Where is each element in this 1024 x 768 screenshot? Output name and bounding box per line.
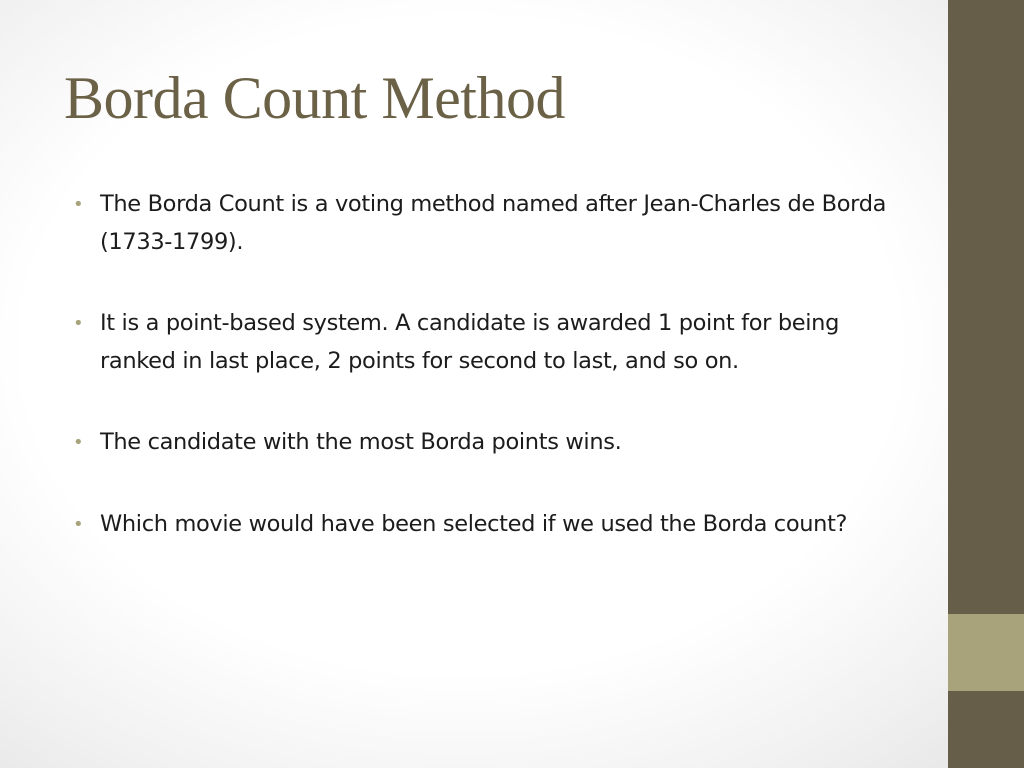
bullet-text: Which movie would have been selected if we used the Borda count? — [100, 510, 848, 537]
bullet-marker: • — [73, 313, 84, 334]
bullet-text: The candidate with the most Borda points wins. — [100, 429, 622, 455]
bullet-item — [73, 305, 900, 380]
bullet-item — [73, 424, 900, 462]
bullet-text: The Borda Count is a voting method named after Jean-Charles de Borda (1733-1799). — [100, 191, 887, 255]
slide-title: Borda Count Method — [64, 65, 565, 131]
bullet-marker: • — [73, 513, 84, 535]
bullet-item — [73, 506, 900, 544]
bullet-marker: • — [73, 432, 84, 453]
bullet-text: It is a point-based system. A candidate is awarded 1 point for being ranked in last place, 2 points for second to last, and so on. — [100, 310, 840, 374]
sidebar-accent-block — [948, 614, 1024, 691]
bullet-item — [73, 186, 900, 261]
bullet-list — [73, 186, 900, 543]
bullet-marker: • — [73, 194, 84, 215]
